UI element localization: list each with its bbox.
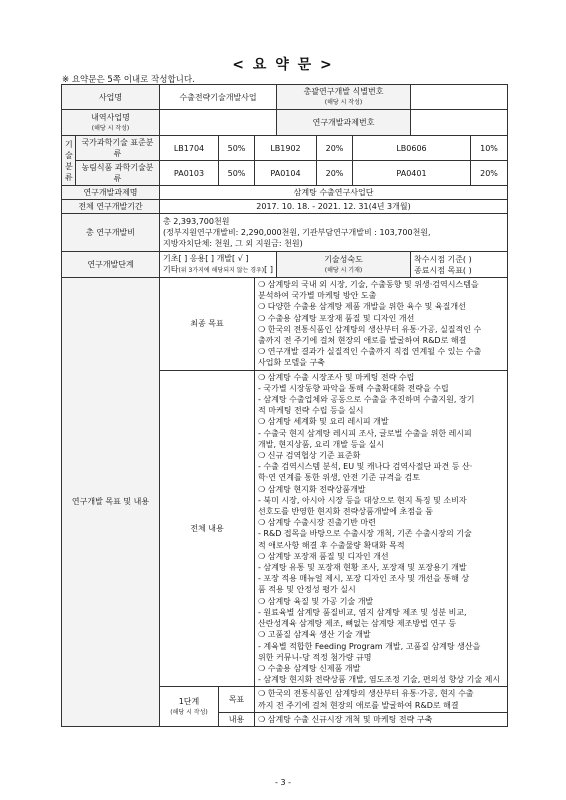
list-item: 위한 커뮤니-당 적정 첨가량 규명 [258, 652, 372, 662]
task-name-label: 연구개발과제명 [62, 186, 160, 200]
list-item: 출까지 전 주기에 걸쳐 현장의 애로를 발굴하여 R&D로 해결 [258, 336, 467, 346]
list-item: ❍ 삼계탕 현지화 전략상품개발 [258, 484, 366, 494]
list-item: - 삼계탕 현지화 전략상품 개발, 염도조정 기술, 편의성 향상 기술 제시 [258, 675, 501, 685]
maturity-label: 기술성숙도 (해당 시 기재) [277, 252, 411, 278]
detail-name-label: 내역사업명 (해당 시 작성) [62, 110, 160, 136]
list-item: - 수출 검역시스템 분석, EU 및 캐나다 검역사절단 파견 등 산· [258, 462, 473, 472]
page-number: - 3 - [275, 778, 291, 787]
list-item: ❍ 다양한 수출용 삼계탕 제품 개발을 위한 육수 및 육질개선 [258, 302, 466, 312]
budget-line: 지방자치단체: 천원, 그 외 지원금: 천원) [163, 239, 303, 249]
stage-line-2: 기타(위 3가지에 해당되지 않는 경우)[ ] [163, 265, 273, 274]
tech-pct-1: 50% [219, 136, 255, 161]
list-item: ❍ 한국의 전통식품인 삼계탕의 생산부터 유통·가공, 현지 수출 [258, 689, 474, 699]
list-item: 적 애로사항 해결 후 수출물량 확대화 목적 [258, 540, 405, 550]
tech-code-3: LB0606 [353, 136, 471, 161]
row-tech-classification [62, 136, 508, 161]
goals-label: 연구개발 목표 및 내용 [62, 278, 160, 727]
tech-label: 국가과학기술 표준분류 [76, 136, 160, 161]
total-id-label: 총괄연구개발 식별번호 (해당 시 작성) [277, 85, 411, 110]
list-item: ❍ 삼계탕 수출시장 진출기반 마련 [258, 518, 376, 528]
detail-name-value [160, 110, 277, 136]
list-item: ❍ 삼계탕 세계화 및 요리 레시피 개발 [258, 417, 389, 427]
list-item: ❍ 한국의 전통식품인 삼계탕의 생산부터 유통·가공, 실질적인 수 [258, 324, 482, 334]
list-item: 적 마케팅 전략 수립 등을 실시 [258, 406, 364, 416]
list-item: 개발, 현지상품, 요리 개발 등을 실시 [258, 439, 384, 449]
full-content-label: 전체 내용 [160, 370, 255, 687]
stage-line-1: 기초[ ] 응용[ ] 개발[ √ ] [163, 254, 249, 263]
tech-pct-3: 10% [471, 136, 508, 161]
agri-pct-1: 50% [219, 161, 255, 186]
list-item: - 국가별 시장동향 파악을 통해 수출확대화 전략을 수립 [258, 383, 449, 393]
stage1-goal-label: 목표 [219, 687, 255, 712]
task-no-value [411, 110, 508, 136]
list-item: 학·연 연계를 통한 위생, 안전 기준 규격을 검토 [258, 473, 420, 483]
full-content-list [255, 370, 508, 687]
task-name-value: 삼계탕 수출연구사업단 [160, 186, 508, 200]
list-item: ❍ 삼계탕 수출 시장조사 및 마케팅 전략 수립 [258, 372, 415, 382]
period-value: 2017. 10. 18. - 2021. 12. 31(4년 3개월) [160, 200, 508, 214]
stage1-label: 1단계 (해당 시 작성) [160, 687, 219, 727]
list-item: ❍ 신규 검역협상 기준 표준화 [258, 451, 361, 461]
list-item: 선호도를 반영한 현지화 전략상품개발에 초점을 둠 [258, 507, 434, 517]
row-project-name [62, 85, 508, 110]
tech-code-2: LB1902 [255, 136, 317, 161]
stage-label: 연구개발단계 [62, 252, 160, 278]
budget-line: (정부지원연구개발비: 2,290,000천원, 기관부담연구개발비 : 103,700천원, [163, 227, 431, 237]
agri-label: 농림식품 과학기술분류 [76, 161, 160, 186]
summary-table [61, 84, 508, 727]
list-item: 품 적용 및 안정성 평가 실시 [258, 585, 356, 595]
list-item: - 수출국 현지 삼계탕 레시피 조사, 글로벌 수출을 위한 레시피 [258, 428, 472, 438]
list-item: ❍ 삼계탕의 국내 외 시장, 기술, 수출동향 및 위생·검역시스템을 [258, 280, 479, 289]
row-final-goal [62, 278, 508, 371]
list-item: ❍ 수출용 삼계탕 신제품 개발 [258, 663, 361, 673]
stage1-content-label: 내용 [219, 712, 255, 726]
list-item: ❍ 삼계탕 포장재 품질 및 디자인 개선 [258, 551, 389, 561]
task-no-label: 연구개발과제번호 [277, 110, 411, 136]
final-goal-content [255, 278, 508, 371]
list-item: - R&D 접목을 바탕으로 수출시장 개척, 기존 수출시장의 기술 [258, 529, 472, 539]
agri-code-1: PA0103 [160, 161, 219, 186]
budget-value [160, 214, 508, 252]
budget-line: 총 2,393,700천원 [163, 216, 230, 226]
row-agri-classification [62, 161, 508, 186]
list-item: - 원료육별 삼계탕 품질비교, 염지 삼계탕 제조 및 성분 비교, [258, 607, 467, 617]
list-item: ❍ 삼계탕 수출 신규시장 개척 및 마케팅 전략 구축 [258, 714, 433, 724]
stage-options [160, 252, 277, 278]
maturity-values: 착수시점 기준( ) 종료시점 목표( ) [411, 252, 508, 278]
tech-code-1: LB1704 [160, 136, 219, 161]
list-item: - 계육별 적합한 Feeding Program 개발, 고품질 삼계탕 생산을 [258, 641, 481, 651]
agri-code-2: PA0104 [255, 161, 317, 186]
list-item: ❍ 연구개발 결과가 실질적인 수출까지 직접 연계될 수 있는 수출 [258, 347, 482, 357]
list-item: - 포장 적용 매뉴얼 제시, 포장 디자인 조사 및 개선을 통해 상 [258, 574, 470, 584]
agri-code-3: PA0401 [353, 161, 471, 186]
tech-pct-2: 20% [317, 136, 353, 161]
list-item: 분석하여 국가별 마케팅 방안 도출 [258, 291, 377, 301]
list-item: ❍ 고품질 삼계육 생산 기술 개발 [258, 630, 371, 640]
list-item: 까지 전 주기에 걸쳐 현장의 애로를 발굴하여 R&D로 해결 [258, 700, 459, 710]
list-item: ❍ 수출용 삼계탕 포장재 품질 및 디자인 개선 [258, 313, 415, 323]
stage1-goal-content [255, 687, 508, 712]
list-item: - 삼계탕 유통 및 포장재 현황 조사, 포장재 및 포장용기 개발 [258, 563, 467, 573]
final-goal-label: 최종 목표 [160, 278, 255, 371]
budget-label: 총 연구개발비 [62, 214, 160, 252]
list-item: 산란성계육 삼계탕 제조, 뼈없는 삼계탕 제조방법 연구 등 [258, 619, 457, 629]
period-label: 전체 연구개발기간 [62, 200, 160, 214]
row-stage [62, 252, 508, 278]
total-id-value [411, 85, 508, 110]
project-name-value: 수출전략기술개발사업 [160, 85, 277, 110]
agri-pct-2: 20% [317, 161, 353, 186]
list-item: - 삼계탕 수출업체와 공동으로 수출을 추진하며 수출지원, 장기 [258, 395, 475, 405]
list-item: 사업화 모델을 구축 [258, 358, 325, 368]
list-item: - 북미 시장, 아시아 시장 등을 대상으로 현지 특징 및 소비자 [258, 495, 467, 505]
stage1-content [255, 712, 508, 726]
list-item: ❍ 삼계탕 육질 및 가공 기술 개발 [258, 596, 374, 606]
row-detail [62, 110, 508, 136]
classification-side-label: 기술 분류 [62, 136, 76, 186]
page-title: < 요 약 문 > [232, 57, 334, 73]
instruction-note: ※ 요약문은 5쪽 이내로 작성합니다. [62, 75, 195, 85]
agri-pct-3: 20% [471, 161, 508, 186]
row-task-name [62, 186, 508, 200]
row-period [62, 200, 508, 214]
project-name-label: 사업명 [62, 85, 160, 110]
row-budget [62, 214, 508, 252]
